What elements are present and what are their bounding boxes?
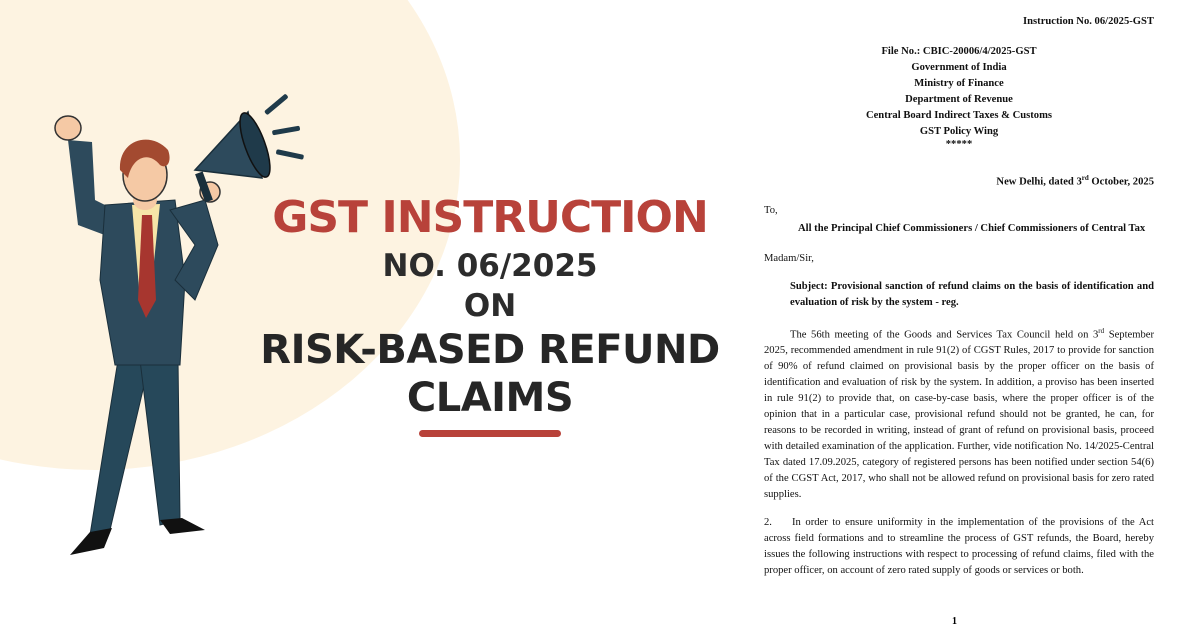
document-date: New Delhi, dated 3rd October, 2025 xyxy=(996,174,1154,188)
separator-stars: ***** xyxy=(945,139,973,150)
file-number: File No.: CBIC-20006/4/2025-GST xyxy=(881,46,1037,57)
addressee: All the Principal Chief Commissioners / Chief Commissioners of Central Tax xyxy=(798,222,1146,234)
headline-on: ON xyxy=(463,288,517,324)
headline xyxy=(260,190,720,437)
salutation: Madam/Sir, xyxy=(764,252,814,264)
headline-topic-line2: CLAIMS xyxy=(406,375,574,421)
left-shoe xyxy=(70,528,112,555)
government: Government of India xyxy=(911,62,1007,73)
paragraph-2: 2. In order to ensure uniformity in the implementation of the provisions of the Act across field formations and to streamline the process of GST refunds, the Board, hereby issues the following instructions with respect to processing of refund claims, filed with the proper officer, on account of zero rated supply of goods or services or both. xyxy=(764,517,1154,577)
paragraph-1: The 56th meeting of the Goods and Services Tax Council held on 3rd September 2025, recommended amendment in rule 91(2) of CGST Rules, 2017 to provide for sanction of 90% of refund claimed on provisional basis by the proper officer on the basis of identification and evaluation of risk by the system. In addition, a proviso has been inserted in rule 91(2) to provide that, on case-by-case basis, where the proper officer is of the opinion that in a particular case, provisional refund should not be granted, he can, for reasons to be recorded in writing, instead of grant of refund on provisional basis, proceed with detailed examination of the application. Further, vide notification No. 14/2025-Central Tax dated 17.09.2025, category of registered persons has been notified under section 54(6) of the CGST Act, 2017, who shall not be allowed refund on provisional basis for zero rated supplies. xyxy=(764,326,1154,501)
headline-topic-line1: RISK-BASED REFUND xyxy=(260,327,720,373)
megaphone-icon xyxy=(195,110,276,203)
board: Central Board Indirect Taxes & Customs xyxy=(865,110,1053,121)
right-leg xyxy=(140,360,180,525)
right-shoe xyxy=(160,518,205,534)
sound-waves-icon xyxy=(264,93,304,159)
policy-wing: GST Policy Wing xyxy=(919,126,999,137)
department: Department of Revenue xyxy=(905,94,1013,105)
headline-underline xyxy=(419,430,561,437)
instruction-document xyxy=(764,14,1154,579)
ministry: Ministry of Finance xyxy=(914,78,1004,89)
raised-fist xyxy=(55,116,81,140)
to-line: To, xyxy=(764,204,778,216)
headline-title: GST INSTRUCTION xyxy=(272,192,708,243)
instruction-number: Instruction No. 06/2025-GST xyxy=(1023,16,1154,27)
headline-instruction-number: NO. 06/2025 xyxy=(382,248,598,284)
page-number: 1 xyxy=(952,616,957,627)
subject-line: Subject: Provisional sanction of refund claims on the basis of identification and evaluation of risk by the system - reg. xyxy=(790,280,1154,308)
left-leg xyxy=(90,360,150,535)
